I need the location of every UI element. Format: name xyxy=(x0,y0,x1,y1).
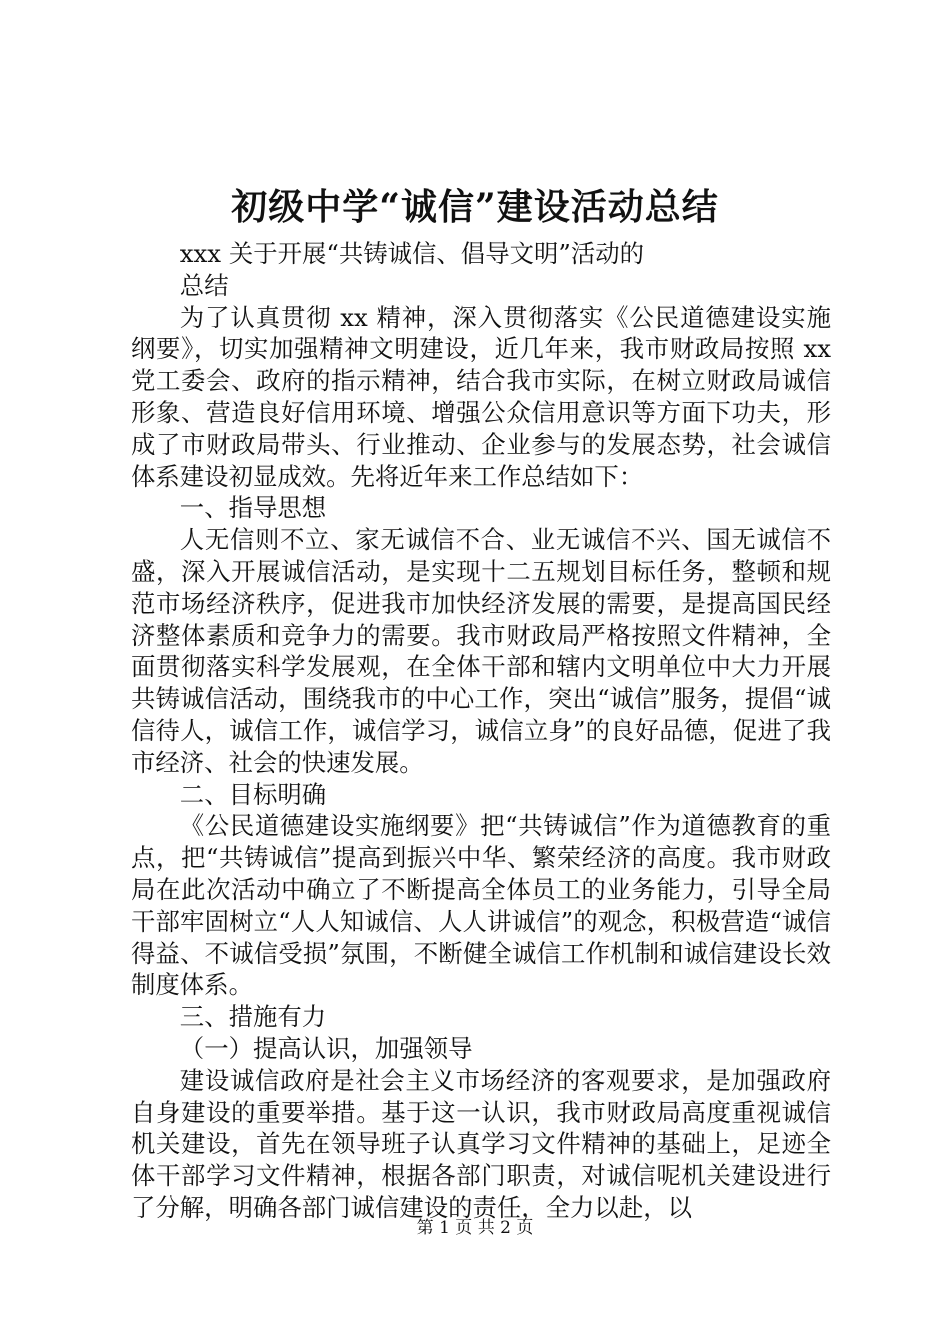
section-3-heading: 三、措施有力 xyxy=(179,1002,327,1032)
subtitle-line-2: 总结 xyxy=(179,270,229,300)
subtitle-line-1: xxx 关于开展“共铸诚信、倡导文明”活动的 xyxy=(179,239,645,268)
intro-paragraph: 为了认真贯彻 xx 精神，深入贯彻落实《公民道德建设实施纲要》，切实加强精神文明建设，近几年来，我市财政局按照 xx 党工委会、政府的指示精神，结合我市实际，在树立财政局诚信形象、营造良好信用环境、增强公众信用意识等方面下功夫，形成了市财政局带头、行业推动、企业参与的发展态势，社会诚信体系建设初显成效。先将近年来工作总结如下： xyxy=(131,302,831,491)
document-body xyxy=(131,238,831,1224)
section-2-heading: 二、目标明确 xyxy=(179,779,327,809)
document-title: 初级中学“诚信”建设活动总结 xyxy=(231,186,719,228)
section-2-paragraph: 《公民道德建设实施纲要》把“共铸诚信”作为道德教育的重点，把“共铸诚信”提高到振兴中华、繁荣经济的高度。我市财政局在此次活动中确立了不断提高全体员工的业务能力，引导全局干部牢固树立“人人知诚信、人人讲诚信”的观念，积极营造“诚信得益、不诚信受损”氛围，不断健全诚信工作机制和诚信建设长效制度体系。 xyxy=(131,811,831,1000)
section-1-paragraph: 人无信则不立、家无诚信不合、业无诚信不兴、国无诚信不盛，深入开展诚信活动，是实现十二五规划目标任务，整顿和规范市场经济秩序，促进我市加快经济发展的需要，是提高国民经济整体素质和竞争力的需要。我市财政局严格按照文件精神，全面贯彻落实科学发展观，在全体干部和辖内文明单位中大力开展共铸诚信活动，围绕我市的中心工作，突出“诚信”服务，提倡“诚信待人，诚信工作，诚信学习，诚信立身”的良好品德，促进了我市经济、社会的快速发展。 xyxy=(131,525,831,777)
section-1-heading: 一、指导思想 xyxy=(179,493,327,523)
page-footer: 第 1 页 共 2 页 xyxy=(416,1218,534,1238)
section-3-sub-1-heading: （一）提高认识，加强领导 xyxy=(179,1033,473,1063)
section-3-sub-1-paragraph: 建设诚信政府是社会主义市场经济的客观要求，是加强政府自身建设的重要举措。基于这一认识，我市财政局高度重视诚信机关建设，首先在领导班子认真学习文件精神的基础上，足迹全体干部学习文件精神，根据各部门职责，对诚信呢机关建设进行了分解，明确各部门诚信建设的责任，全力以赴，以 xyxy=(131,1065,831,1222)
